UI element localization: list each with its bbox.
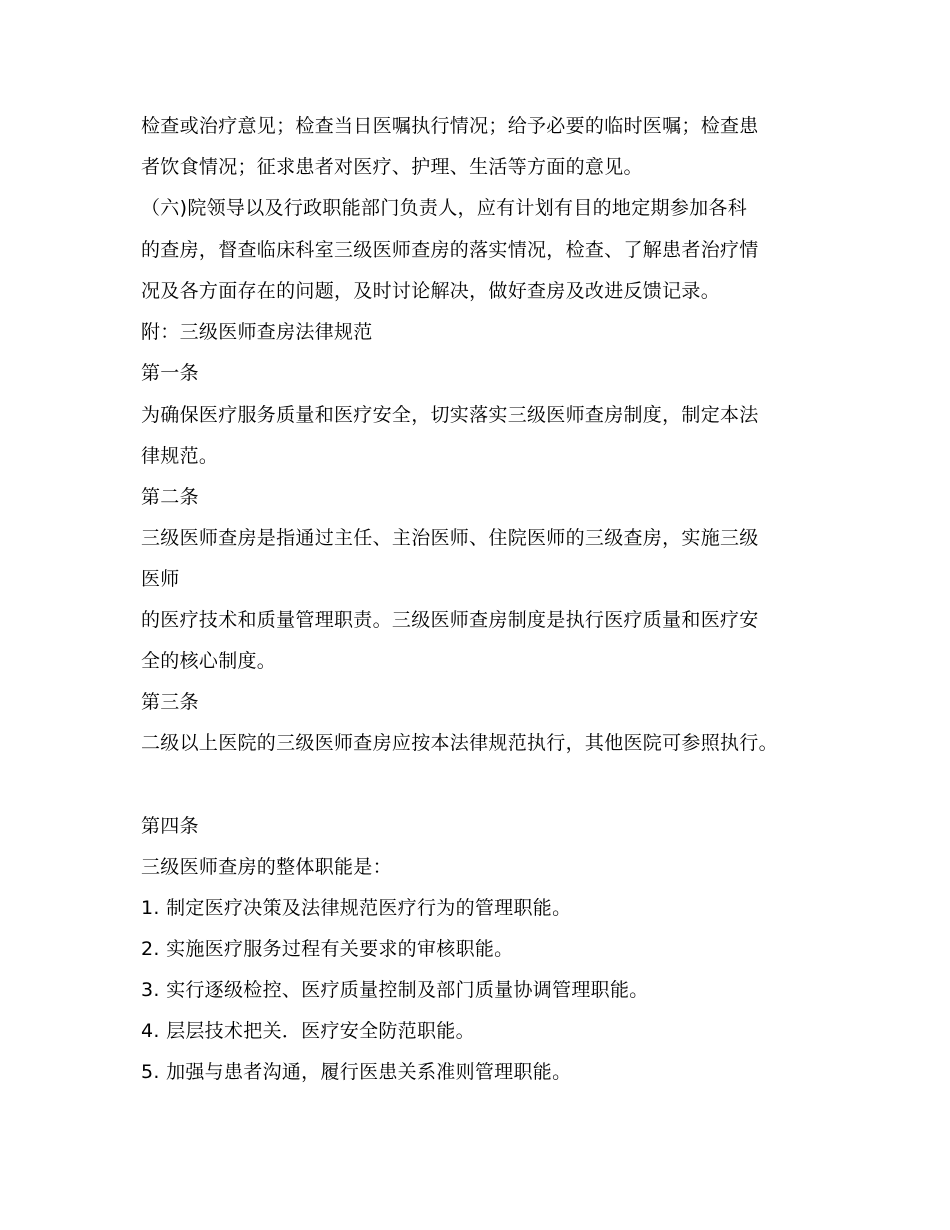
list-item: 3. 实行逐级检控、医疗质量控制及部门质量协调管理职能。: [141, 979, 649, 1001]
text-line: （六)院领导以及行政职能部门负责人，应有计划有目的地定期参加各科: [141, 197, 748, 219]
text-line: 三级医师查房的整体职能是：: [141, 856, 392, 878]
text-line: 的医疗技术和质量管理职责。三级医师查房制度是执行医疗质量和医疗安: [141, 609, 759, 631]
text-line: 全的核心制度。: [141, 650, 277, 672]
text-line: 况及各方面存在的问题，及时讨论解决，做好查房及改进反馈记录。: [141, 280, 721, 302]
text-line: 律规范。: [141, 445, 219, 467]
text-line: 三级医师查房是指通过主任、主治医师、住院医师的三级查房，实施三级: [141, 527, 759, 549]
article-heading: 第三条: [141, 691, 199, 713]
list-item: 4. 层层技术把关．医疗安全防范职能。: [141, 1020, 475, 1042]
list-item: 1. 制定医疗决策及法律规范医疗行为的管理职能。: [141, 897, 572, 919]
text-line: 二级以上医院的三级医师查房应按本法律规范执行，其他医院可参照执行。: [141, 732, 778, 754]
list-item: 5. 加强与患者沟通，履行医患关系准则管理职能。: [141, 1061, 572, 1083]
text-line: 检查或治疗意见；检查当日医嘱执行情况；给予必要的临时医嘱；检查患: [141, 115, 759, 137]
article-heading: 第四条: [141, 815, 199, 837]
article-heading: 第一条: [141, 362, 199, 384]
article-heading: 第二条: [141, 486, 199, 508]
list-item: 2. 实施医疗服务过程有关要求的审核职能。: [141, 938, 514, 960]
text-line: 医师: [141, 568, 180, 590]
text-line: 为确保医疗服务质量和医疗安全，切实落实三级医师查房制度，制定本法: [141, 404, 759, 426]
text-line: 者饮食情况；征求患者对医疗、护理、生活等方面的意见。: [141, 156, 643, 178]
appendix-title: 附：三级医师查房法律规范: [141, 321, 373, 343]
text-line: 的查房，督查临床科室三级医师查房的落实情况，检查、了解患者治疗情: [141, 239, 759, 261]
